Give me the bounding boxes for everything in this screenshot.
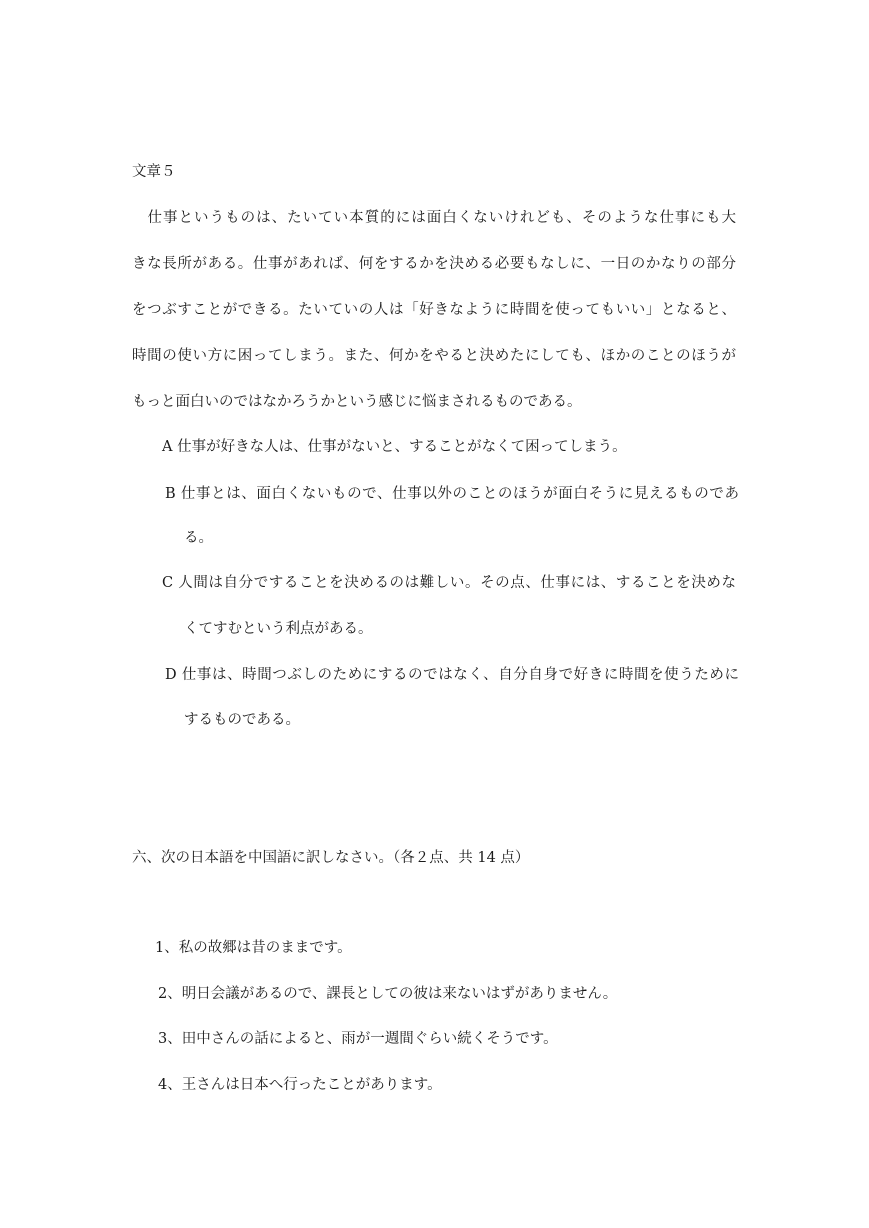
section6-item-3: 3、田中さんの話によると、雨が一週間ぐらい続くそうです。	[158, 1031, 558, 1047]
section6-item-4: 4、王さんは日本へ行ったことがあります。	[158, 1077, 442, 1093]
passage-line-5: もっと面白いのではなかろうかという感じに悩まされるものである。	[132, 394, 582, 410]
section6-item-1: 1、私の故郷は昔のままです。	[155, 940, 352, 956]
option-a: A 仕事が好きな人は、仕事がないと、することがなくて困ってしまう。	[162, 439, 627, 455]
section6-item-2: 2、明日会議があるので、課長としての彼は来ないはずがありません。	[158, 986, 618, 1002]
passage-line-3: をつぶすことができる。たいていの人は「好きなように時間を使ってもいい」となると、	[132, 302, 736, 318]
option-c-line-2: くてすむという利点がある。	[184, 621, 373, 637]
option-d-line-1: D 仕事は、時間つぶしのためにするのではなく、自分自身で好きに時間を使うために	[165, 667, 739, 683]
passage-line-4: 時間の使い方に困ってしまう。また、何かをやると決めたにしても、ほかのことのほうが	[132, 348, 736, 364]
option-c-line-1: C 人間は自分ですることを決めるのは難しい。その点、仕事には、することを決めな	[162, 575, 736, 591]
option-b-line-2: る。	[184, 530, 213, 546]
passage-heading: 文章５	[132, 164, 176, 180]
passage-line-2: きな長所がある。仕事があれば、何をするかを決める必要もなしに、一日のかなりの部分	[132, 256, 736, 272]
option-b-line-1: B 仕事とは、面白くないもので、仕事以外のことのほうが面白そうに見えるものであ	[165, 486, 739, 502]
section6-heading: 六、次の日本語を中国語に訳しなさい。（各２点、共 14 点）	[132, 850, 530, 866]
passage-line-1: 仕事というものは、たいてい本質的には面白くないけれども、そのような仕事にも大	[132, 210, 736, 226]
option-d-line-2: するものである。	[184, 712, 300, 728]
